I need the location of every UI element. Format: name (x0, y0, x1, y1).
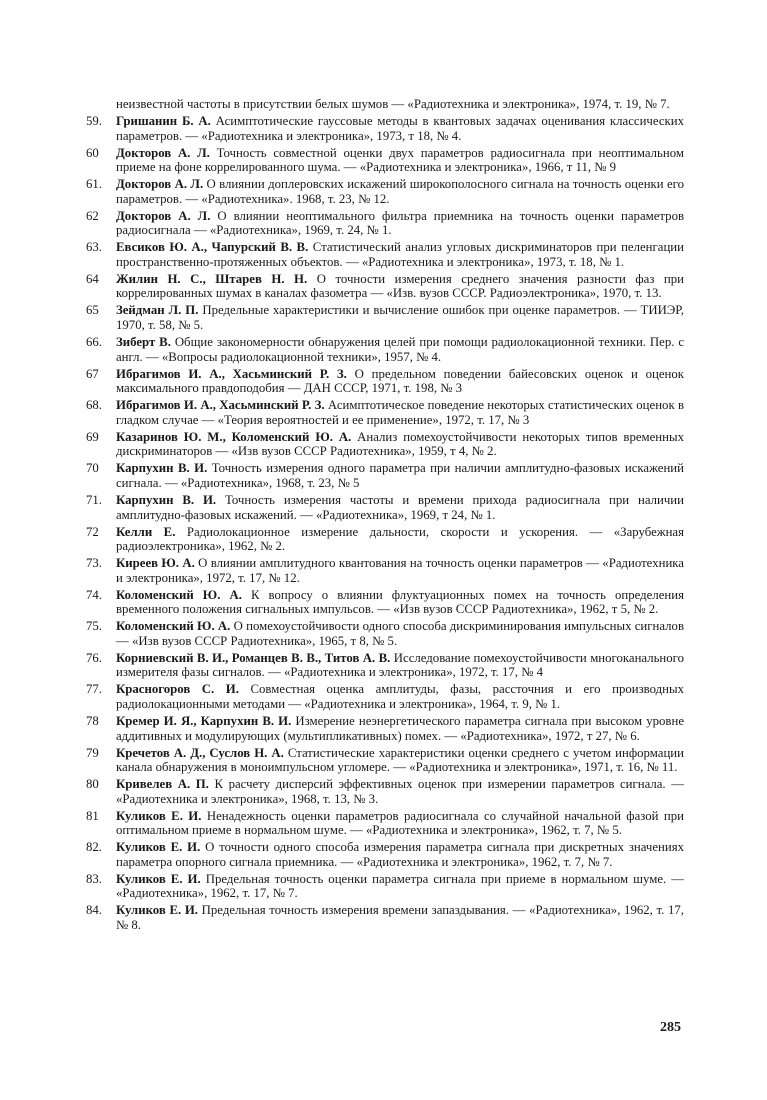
reference-text: К расчету дисперсий эффективных оценок при измерении параметров сигнала. — «Радиотехника и электроника», 1968, т. 13, № 3. (116, 777, 684, 806)
reference-number: 81 (86, 808, 99, 823)
reference-number: 66. (86, 335, 102, 350)
reference-number: 71. (86, 492, 102, 507)
reference-number: 79 (86, 745, 99, 760)
reference-text: Измерение неэнергетического параметра сигнала при высоком уровне аддитивных и модулирующих (мультипликативных) помех. — «Радиотехника», 1972, т 27, № 6. (116, 713, 685, 743)
reference-authors: Куликов Е. И. (116, 871, 201, 886)
reference-authors: Куликов Е. И. (116, 808, 202, 823)
reference-number: 64 (86, 271, 99, 286)
reference-entry (86, 746, 684, 775)
reference-number: 83. (86, 871, 102, 886)
reference-entry (86, 682, 684, 711)
bibliography-list (86, 97, 684, 935)
reference-authors: Куликов Е. И. (116, 840, 201, 855)
reference-authors: Кречетов А. Д., Суслов Н. А. (116, 745, 284, 760)
reference-authors: Зейдман Л. П. (116, 303, 199, 318)
reference-number: 76. (86, 650, 102, 665)
reference-entry (86, 114, 684, 143)
reference-text: Общие закономерности обнаружения целей при помощи радиолокационной техники. Пер. с англ. — «Вопросы радиолокационной техники», 1957, № 4. (116, 335, 684, 364)
reference-text: Ненадежность оценки параметров радиосигнала со случайной начальной фазой при оптимальном приеме в нормальном шуме. — «Радиотехника и электроника», 1962, т. 7, № 5. (116, 808, 684, 838)
reference-number: 73. (86, 556, 102, 571)
reference-number: 77. (86, 682, 102, 697)
reference-number: 67 (86, 366, 99, 381)
reference-number: 61. (86, 177, 102, 192)
reference-authors: Карпухин В. И. (116, 492, 217, 507)
reference-authors: Докторов А. Л. (116, 208, 211, 223)
reference-text: О предельном поведении байесовских оценок и оценок максимального правдоподобия — ДАН СССР, 1971, т. 198, № 3 (116, 366, 684, 396)
reference-text: Асимптотические гауссовые методы в квантовых задачах оценивания классических параметров. — «Радиотехника и электроника», 1973, т 18, № 4. (116, 113, 685, 143)
reference-entry (86, 840, 684, 869)
reference-entry (86, 651, 684, 680)
reference-text: Статистический анализ угловых дискриминаторов при пеленгации пространственно-протяженных объектов. — «Радиотехника и электроника», 1973, т. 18, № 1. (116, 240, 684, 269)
reference-text: Точность измерения одного параметра при наличии амплитудно-фазовых искажений сигнала. — «Радиотехника», 1968, т. 23, № 5 (116, 461, 684, 490)
reference-text: Статистические характеристики оценки среднего с учетом информации канала обнаружения в моноимпульсном угломере. — «Радиотехника и электроника», 1971, т. 16, № 11. (116, 745, 684, 775)
reference-entry (86, 303, 684, 332)
reference-text: О точности одного способа измерения параметра сигнала при дискретных значениях параметра опорного сигнала приемника. — «Радиотехника и электроника», 1962, т. 7, № 7. (116, 840, 684, 869)
reference-number: 82. (86, 840, 102, 855)
reference-entry (86, 903, 684, 932)
reference-authors: Ибрагимов И. А., Хасьминский Р. З. (116, 366, 347, 381)
reference-text: Анализ помехоустойчивости некоторых типов временных дискриминаторов — «Изв вузов СССР Радиотехника», 1959, т 4, № 2. (116, 429, 685, 459)
reference-number: 84. (86, 903, 102, 918)
reference-authors: Евсиков Ю. А., Чапурский В. В. (116, 240, 309, 255)
reference-entry (86, 777, 684, 806)
reference-text: Точность измерения частоты и времени прихода радиосигнала при наличии амплитудно-фазовых искажений. — «Радиотехника», 1969, т 24, № 1. (116, 492, 684, 522)
reference-authors: Келли Е. (116, 524, 176, 539)
reference-authors: Жилин Н. С., Штарев Н. Н. (116, 271, 308, 286)
reference-authors: Куликов Е. И. (116, 903, 198, 918)
reference-authors: Коломенский Ю. А. (116, 587, 242, 602)
reference-text: О влиянии доплеровских искажений широкополосного сигнала на точность оценки его параметров. — «Радиотехника». 1968, т. 23, № 12. (116, 177, 685, 206)
reference-text: Предельная точность оценки параметра сигнала при приеме в нормальном шуме. — «Радиотехника», 1962, т. 17, № 7. (116, 871, 684, 901)
reference-authors: Карпухин В. И. (116, 461, 208, 476)
reference-number: 69 (86, 429, 99, 444)
reference-text: Радиолокационное измерение дальности, скорости и ускорения. — «Зарубежная радиоэлектроника», 1962, № 2. (116, 524, 685, 554)
reference-entry (86, 335, 684, 364)
reference-number: 59. (86, 113, 102, 128)
reference-entry (86, 872, 684, 901)
reference-text: Асимптотическое поведение некоторых статистических оценок в гладком случае — «Теория вероятностей и ее применение», 1972, т. 17, № 3 (116, 398, 685, 427)
reference-entry (86, 588, 684, 617)
reference-entry (86, 714, 684, 743)
reference-entry (86, 619, 684, 648)
reference-number: 74. (86, 587, 102, 602)
reference-number: 80 (86, 777, 99, 792)
reference-authors: Докторов А. Л. (116, 177, 204, 192)
reference-entry (86, 398, 684, 427)
reference-authors: Красногоров С. И. (116, 682, 239, 697)
reference-text: Предельная точность измерения времени запаздывания. — «Радиотехника», 1962, т. 17, № 8. (116, 903, 684, 933)
reference-entry (86, 240, 684, 269)
reference-entry (86, 272, 684, 301)
reference-entry (86, 525, 684, 554)
reference-entry (86, 146, 684, 175)
reference-entry (86, 461, 684, 490)
reference-entry (86, 556, 684, 585)
reference-text: О точности измерения среднего значения разности фаз при коррелированных шумах в каналах фазометра — «Изв. вузов СССР. Радиоэлектроника», 1970, т. 13. (116, 271, 684, 301)
reference-text: Совместная оценка амплитуды, фазы, рассточния и его производных радиолокационными методами — «Радиотехника и электроника», 1964, т. 9, № 1. (116, 682, 684, 711)
reference-authors: Докторов А. Л. (116, 145, 210, 160)
reference-authors: Кремер И. Я., Карпухин В. И. (116, 713, 292, 728)
reference-entry (86, 209, 684, 238)
reference-authors: Кривелев А. П. (116, 777, 209, 792)
reference-number: 70 (86, 461, 99, 476)
reference-text: Точность совместной оценки двух параметров радиосигнала при неоптимальном приеме на фоне коррелированного шума. — «Радиотехника и электроника», 1966, т 11, № 9 (116, 145, 684, 175)
reference-entry (86, 177, 684, 206)
reference-authors: Казаринов Ю. М., Коломенский Ю. А. (116, 429, 352, 444)
reference-text: О влиянии амплитудного квантования на точность оценки параметров — «Радиотехника и электроника», 1972, т. 17, № 12. (116, 556, 684, 585)
reference-number: 75. (86, 619, 102, 634)
reference-entry (86, 493, 684, 522)
reference-continuation: неизвестной частоты в присутствии белых шумов — «Радиотехника и электроника», 1974, т. 19, № 7. (116, 97, 670, 111)
reference-text: Исследование помехоустойчивости многоканального измерителя фазы сигналов. — «Радиотехника и электроника», 1972, т. 17, № 4 (116, 650, 685, 680)
reference-text: О помехоустойчивости одного способа дискриминирования импульсных сигналов — «Изв вузов СССР Радиотехника», 1965, т 8, № 5. (116, 619, 684, 648)
reference-entry (86, 367, 684, 396)
reference-authors: Зиберт В. (116, 335, 171, 350)
reference-number: 68. (86, 398, 102, 413)
reference-number: 62 (86, 208, 99, 223)
reference-text: О влиянии неоптимального фильтра приемника на точность оценки параметров радиосигнала — «Радиотехника», 1969, т. 24, № 1. (116, 208, 685, 238)
reference-entry (86, 430, 684, 459)
reference-authors: Коломенский Ю. А. (116, 619, 231, 634)
reference-authors: Корниевский В. И., Романцев В. В., Титов А. В. (116, 650, 391, 665)
reference-text: К вопросу о влиянии флуктуационных помех на точность определения временного положения сигнальных импульсов. — «Изв вузов СССР Радиотехника», 1962, т 5, № 2. (116, 587, 685, 617)
page-number: 285 (660, 1020, 681, 1035)
reference-number: 78 (86, 713, 99, 728)
reference-authors: Гришанин Б. А. (116, 113, 211, 128)
reference-number: 63. (86, 240, 102, 255)
reference-number: 72 (86, 524, 99, 539)
reference-number: 65 (86, 303, 99, 318)
reference-entry (86, 809, 684, 838)
reference-authors: Ибрагимов И. А., Хасьминский Р. З. (116, 398, 325, 413)
reference-number: 60 (86, 145, 99, 160)
reference-text: Предельные характеристики и вычисление ошибок при оценке параметров. — ТИИЭР, 1970, т. 58, № 5. (116, 303, 685, 333)
reference-authors: Киреев Ю. А. (116, 556, 195, 571)
